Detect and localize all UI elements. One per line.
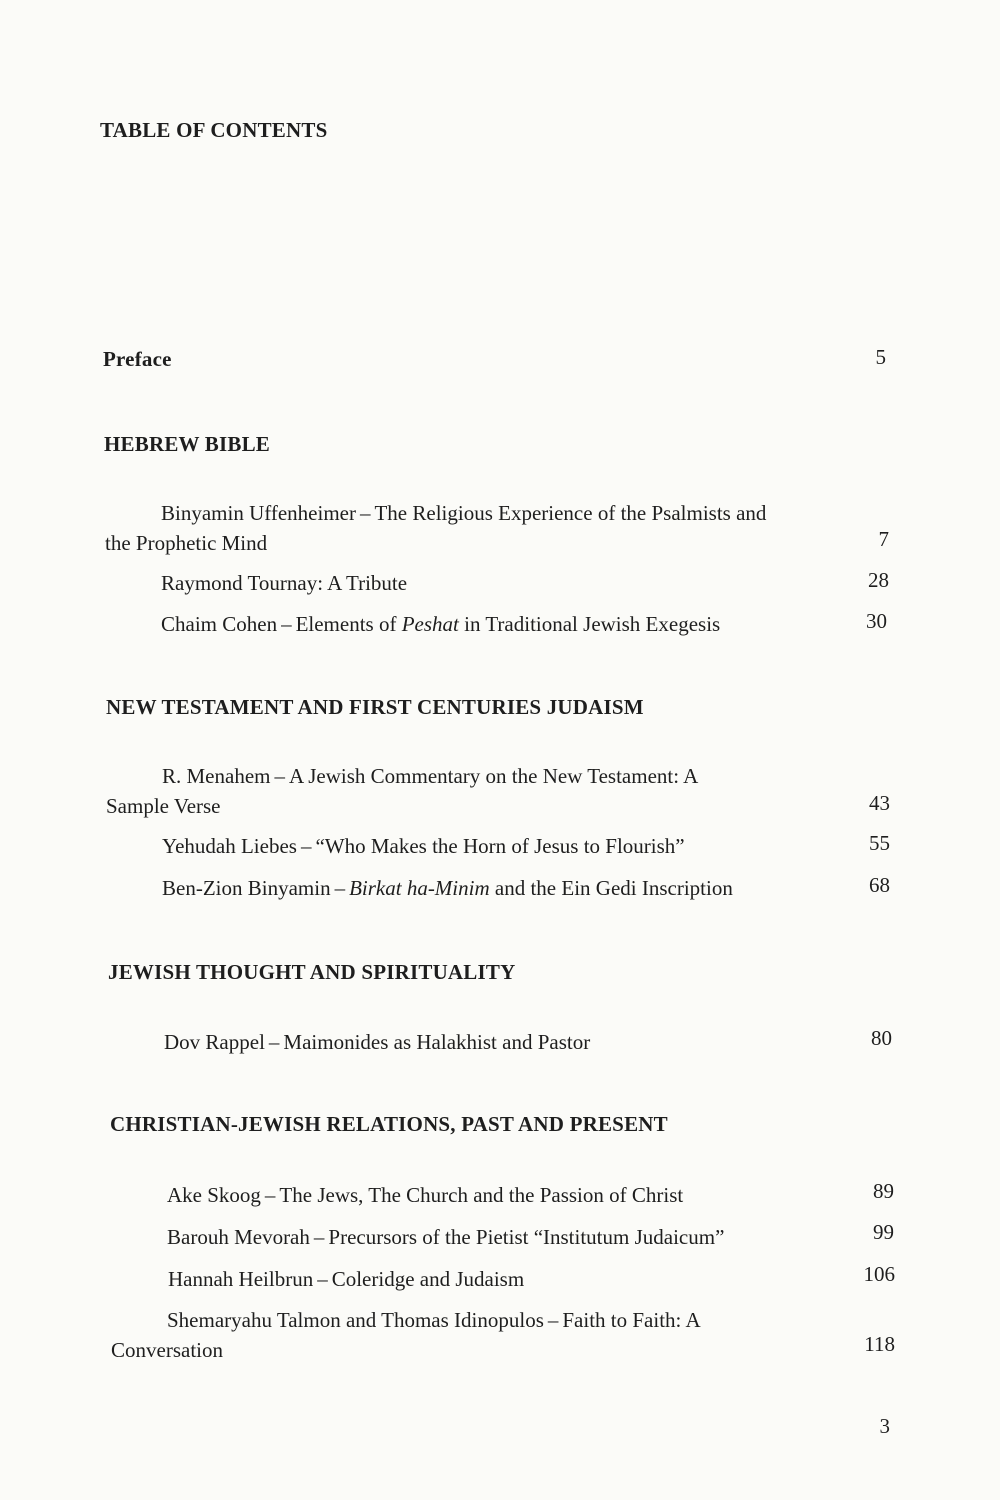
entry-dash: – xyxy=(274,764,285,788)
entry-title: “Who Makes the Horn of Jesus to Flourish” xyxy=(315,834,685,858)
entry-page: 80 xyxy=(871,1026,892,1050)
toc-entry xyxy=(167,1222,724,1252)
entry-dash: – xyxy=(264,1183,276,1207)
entry-page: 55 xyxy=(869,831,890,855)
entry-title: Maimonides as Halakhist and Pastor xyxy=(283,1030,591,1054)
entry-dash: – xyxy=(317,1267,328,1291)
preface-label: Preface xyxy=(103,347,172,371)
entry-dash: – xyxy=(359,501,371,525)
entry-page: 68 xyxy=(869,873,890,897)
entry-page: 30 xyxy=(866,609,887,633)
entry-dash: – xyxy=(268,1030,280,1054)
entry-author: Yehudah Liebes xyxy=(162,834,297,858)
entry-dash: – xyxy=(313,1225,325,1249)
entry-title-continued: the Prophetic Mind xyxy=(105,531,268,555)
entry-dash: – xyxy=(547,1308,559,1332)
toc-entry xyxy=(167,1180,683,1210)
section-heading-christian-jewish: CHRISTIAN-JEWISH RELATIONS, PAST AND PRESENT xyxy=(110,1112,668,1136)
entry-title-part: and the Ein Gedi Inscription xyxy=(489,876,733,900)
entry-author: Chaim Cohen xyxy=(161,612,278,636)
entry-author: Barouh Mevorah xyxy=(167,1225,310,1249)
toc-entry xyxy=(161,568,407,598)
toc-entry xyxy=(106,761,866,821)
entry-title-continued: Sample Verse xyxy=(106,794,221,818)
entry-page: 106 xyxy=(863,1262,895,1286)
entry-title: The Jews, The Church and the Passion of Christ xyxy=(279,1183,684,1207)
toc-entry xyxy=(164,1027,590,1057)
toc-entry xyxy=(162,831,685,861)
entry-title: A Jewish Commentary on the New Testament: A xyxy=(288,764,699,788)
entry-title: Raymond Tournay: A Tribute xyxy=(161,571,408,595)
toc-entry xyxy=(111,1305,871,1365)
toc-entry xyxy=(105,498,865,558)
toc-title: TABLE OF CONTENTS xyxy=(100,118,328,142)
toc-entry xyxy=(161,609,720,639)
entry-title: Coleridge and Judaism xyxy=(331,1267,525,1291)
entry-dash: – xyxy=(281,612,292,636)
entry-dash: – xyxy=(300,834,312,858)
entry-dash: – xyxy=(334,876,346,900)
entry-author: Shemaryahu Talmon and Thomas Idinopulos xyxy=(167,1308,544,1332)
section-heading-hebrew-bible: HEBREW BIBLE xyxy=(104,432,270,456)
entry-title: Faith to Faith: A xyxy=(562,1308,701,1332)
entry-page: 7 xyxy=(878,527,889,551)
entry-title-italic: Peshat xyxy=(401,612,459,636)
entry-title: Precursors of the Pietist “Institutum Judaicum” xyxy=(328,1225,725,1249)
entry-title-part: Elements of xyxy=(295,612,402,636)
entry-title-continued: Conversation xyxy=(111,1338,223,1362)
entry-page: 118 xyxy=(864,1332,895,1356)
toc-entry xyxy=(168,1264,524,1294)
entry-author: Ake Skoog xyxy=(167,1183,261,1207)
entry-title-part: in Traditional Jewish Exegesis xyxy=(458,612,721,636)
entry-author: Ben-Zion Binyamin xyxy=(162,876,331,900)
entry-page: 43 xyxy=(869,791,890,815)
entry-author: R. Menahem xyxy=(162,764,271,788)
entry-title-italic: Birkat ha-Minim xyxy=(349,876,490,900)
entry-author: Hannah Heilbrun xyxy=(168,1267,314,1291)
entry-page: 89 xyxy=(873,1179,894,1203)
entry-author: Dov Rappel xyxy=(164,1030,265,1054)
page-number: 3 xyxy=(879,1414,890,1438)
entry-page: 28 xyxy=(868,568,889,592)
entry-page: 99 xyxy=(873,1220,894,1244)
entry-title: The Religious Experience of the Psalmists and xyxy=(374,501,767,525)
toc-entry xyxy=(162,873,733,903)
entry-author: Binyamin Uffenheimer xyxy=(161,501,356,525)
preface-page: 5 xyxy=(875,345,886,369)
section-heading-jewish-thought: JEWISH THOUGHT AND SPIRITUALITY xyxy=(108,960,516,984)
section-heading-new-testament: NEW TESTAMENT AND FIRST CENTURIES JUDAISM xyxy=(106,695,644,719)
